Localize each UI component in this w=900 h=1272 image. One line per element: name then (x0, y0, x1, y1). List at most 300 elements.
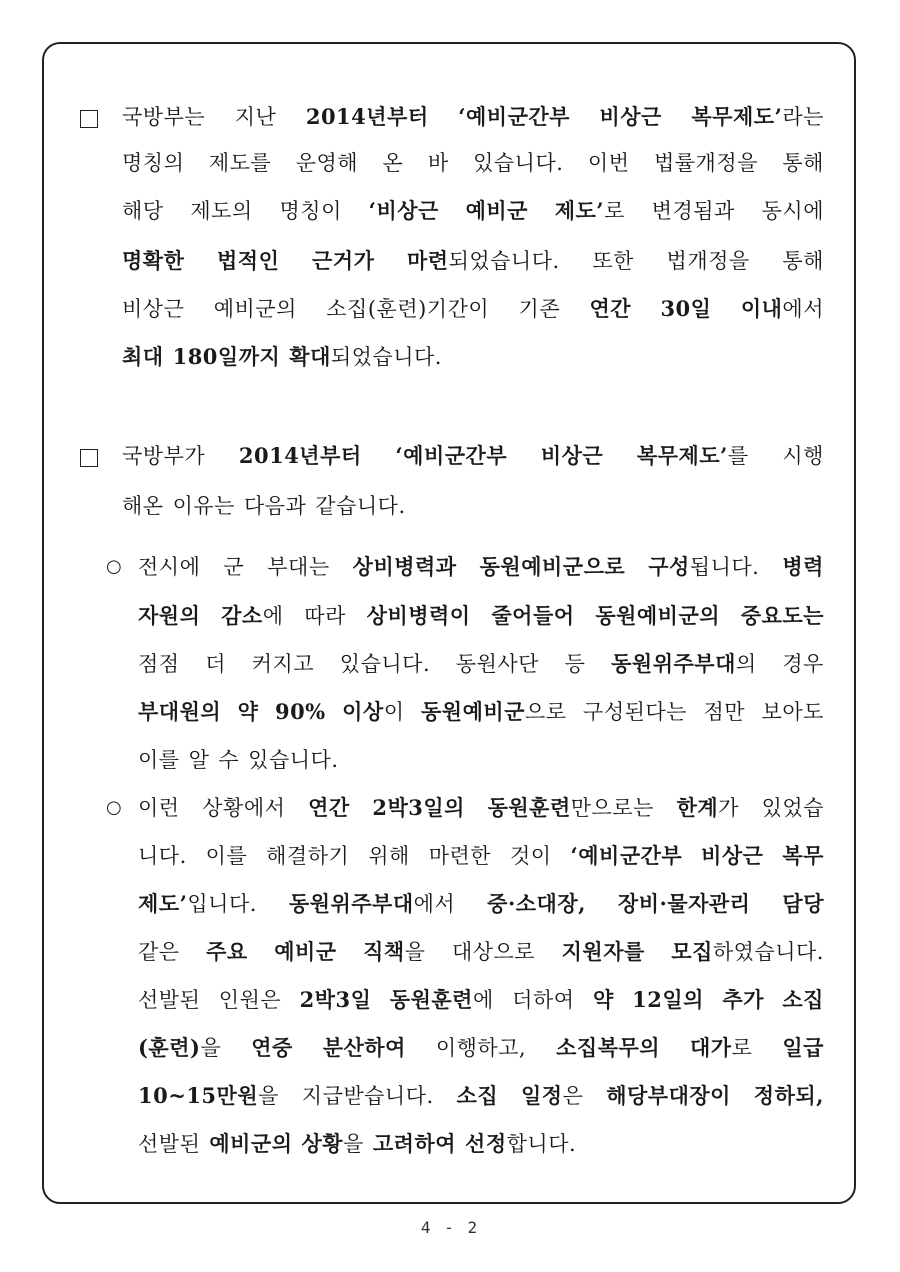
word (782, 552, 824, 582)
bold-text: 비상근 (540, 443, 604, 468)
bold-text: 90% (274, 699, 326, 724)
text: 선발된 (138, 1132, 201, 1156)
bold-text: 연간 (308, 795, 350, 820)
text: 법률개정을 (653, 151, 758, 175)
bold-text: 복무제도’ (636, 443, 728, 468)
word (202, 793, 285, 823)
word (691, 102, 824, 132)
word (592, 246, 634, 276)
bold-text: 2박3일 (299, 987, 372, 1012)
word (556, 1033, 660, 1063)
bold-text: 중요도는 (740, 603, 824, 628)
text: 위해 (368, 844, 410, 868)
word (611, 649, 757, 679)
word (690, 1033, 752, 1063)
word (312, 246, 374, 276)
text: 에 (262, 604, 284, 628)
word (218, 748, 239, 772)
text: 운영해 (295, 151, 359, 175)
text: 예비군의 (213, 297, 297, 321)
word (138, 649, 180, 679)
word (487, 889, 586, 919)
bold-text: 2014년부터 (238, 443, 362, 468)
text: 이를 (138, 748, 180, 772)
text: 것이 (509, 844, 552, 868)
word (606, 1081, 731, 1111)
word (368, 841, 410, 871)
word (209, 1132, 292, 1156)
word (395, 441, 507, 471)
bold-text: 10~15만원 (138, 1083, 259, 1108)
bold-text: 법적인 (217, 248, 280, 273)
text: 로 (604, 199, 625, 223)
word (588, 148, 630, 178)
word (280, 196, 342, 226)
bold-text: 확대 (289, 344, 331, 369)
word (754, 1081, 824, 1111)
text: 을 (404, 940, 426, 964)
word (383, 148, 404, 178)
word (782, 1033, 824, 1063)
text: 이 (383, 700, 405, 724)
word (762, 697, 824, 727)
bold-text: (훈련) (138, 1035, 201, 1060)
bold-text: 연간 (589, 296, 632, 321)
word (703, 697, 745, 727)
bold-text: 비상근 (701, 843, 764, 868)
word (741, 294, 824, 324)
bold-text: 비상근 (599, 104, 662, 129)
bold-text: 일정 (520, 1083, 563, 1108)
word (390, 985, 494, 1015)
text: 점만 (703, 700, 746, 724)
bold-text: 부대원의 (138, 699, 222, 724)
word (223, 552, 244, 582)
word (206, 841, 248, 871)
text: 해당 (122, 199, 164, 223)
text-line (122, 196, 824, 226)
word (308, 793, 350, 823)
bold-text: 동원위주부대 (611, 651, 736, 676)
word (782, 649, 824, 679)
bold-text: 중·소대장, (487, 891, 586, 916)
text: 마련한 (428, 844, 492, 868)
text: 더하여 (512, 988, 575, 1012)
word (599, 102, 661, 132)
bold-text: 2014년부터 (305, 104, 429, 129)
text: 에 (472, 988, 494, 1012)
word (326, 294, 489, 324)
bold-text: 병력 (782, 554, 824, 579)
circle-bullet-icon: ○ (106, 556, 122, 577)
bold-text: 예비군의 (209, 1131, 293, 1156)
bold-text: 대가 (690, 1035, 732, 1060)
bold-text: 연중 (251, 1035, 293, 1060)
word (138, 552, 200, 582)
word (138, 601, 200, 631)
bold-text: 상비병력이 (366, 603, 471, 628)
word (217, 246, 279, 276)
bold-text: 마련 (407, 248, 449, 273)
bold-text: ‘예비군간부 (458, 104, 570, 129)
text: 통해 (782, 249, 824, 273)
text: 이번 (587, 151, 630, 175)
word (458, 102, 570, 132)
page-number: 4 - 2 (420, 1218, 480, 1237)
bold-text: 줄어들어 (491, 603, 575, 628)
text: 동원사단 (455, 652, 539, 676)
text: 상황에서 (202, 796, 286, 820)
bold-text: 감소 (221, 603, 263, 628)
bold-text: 상황 (301, 1131, 344, 1156)
circle-bullet-icon: ○ (106, 797, 122, 818)
bold-text: ‘비상근 (368, 198, 439, 223)
word (466, 196, 528, 226)
text: 합니다. (506, 1132, 577, 1156)
word (274, 937, 336, 967)
text: 지난 (234, 105, 277, 129)
text: 해결하기 (266, 844, 350, 868)
word (206, 937, 248, 967)
bold-text: 이상 (342, 699, 384, 724)
word (275, 697, 326, 727)
word (512, 985, 574, 1015)
word (122, 441, 205, 471)
text-line (138, 1129, 585, 1159)
text: 등 (564, 652, 586, 676)
text: 이런 (138, 796, 180, 820)
word (652, 196, 735, 226)
word (244, 494, 306, 518)
text: 라는 (782, 105, 824, 129)
word (593, 985, 614, 1015)
word (252, 649, 314, 679)
bold-text: 분산하여 (322, 1035, 406, 1060)
text: 됩니다. (689, 555, 760, 579)
word (323, 1033, 406, 1063)
word (555, 196, 625, 226)
word (436, 1033, 526, 1063)
word (122, 345, 164, 369)
bold-text: 소집 (782, 987, 824, 1012)
word (235, 102, 277, 132)
text-line (138, 697, 824, 727)
word (239, 441, 362, 471)
text: 시행 (782, 444, 824, 468)
text: 점점 (138, 652, 180, 676)
word (519, 294, 561, 324)
text: 같습니다. (315, 494, 406, 518)
checkbox-bullet-icon (80, 449, 98, 467)
text-line (122, 148, 824, 178)
bold-text: 12일의 (632, 987, 704, 1012)
text: 커지고 (251, 652, 315, 676)
bold-text: 근거가 (312, 248, 375, 273)
word (138, 889, 257, 919)
text-line (138, 601, 824, 631)
bold-text: 동원예비군으로 (479, 554, 626, 579)
text: 국방부는 (122, 105, 206, 129)
bold-text: 명확한 (122, 248, 185, 273)
text: 따라 (304, 604, 346, 628)
text: 에서 (782, 297, 824, 321)
word (306, 102, 429, 132)
word (565, 649, 586, 679)
text: 되었습니다. (330, 345, 442, 369)
text: 더 (205, 652, 227, 676)
checkbox-bullet-icon (80, 110, 98, 128)
bold-text: 동원예비군의 (595, 603, 721, 628)
text-line (138, 889, 824, 919)
bold-text: 예비군 (274, 939, 337, 964)
word (304, 601, 346, 631)
bold-text: 고려하여 (372, 1131, 457, 1156)
text-line (122, 441, 824, 471)
word (521, 1081, 583, 1111)
word (289, 889, 455, 919)
word (315, 494, 405, 518)
text-line (138, 649, 824, 679)
bold-text: 이내 (740, 296, 783, 321)
word (138, 1081, 279, 1111)
text-line (122, 294, 824, 324)
text: 온 (382, 151, 404, 175)
text-line (122, 102, 824, 132)
text: 전시에 (138, 555, 201, 579)
word (421, 697, 567, 727)
word (302, 1081, 434, 1111)
word (618, 889, 751, 919)
bold-text: 지원자를 (561, 939, 645, 964)
word (173, 494, 235, 518)
word (122, 294, 184, 324)
text: 수 (218, 748, 240, 772)
word (782, 441, 824, 471)
text: 만으로는 (570, 796, 654, 820)
text: 구성된다는 (583, 700, 687, 724)
bold-text: 복무제도’ (691, 104, 783, 129)
text-line (122, 246, 824, 276)
bold-text: 제도’ (554, 198, 605, 223)
word (189, 748, 210, 772)
text: 변경됨과 (651, 199, 735, 223)
word (782, 148, 824, 178)
text: 군 (223, 555, 245, 579)
word (138, 841, 187, 871)
text: 의 (735, 652, 757, 676)
word (122, 102, 205, 132)
bold-text: ‘예비군간부 (395, 443, 508, 468)
text: 은 (562, 1084, 584, 1108)
text: 국방부가 (122, 444, 206, 468)
word (654, 148, 758, 178)
word (138, 697, 221, 727)
text: 로 (731, 1036, 753, 1060)
word (190, 196, 252, 226)
bold-text: 주요 (206, 939, 248, 964)
word (480, 552, 626, 582)
text-line (138, 1081, 824, 1111)
text: 인원은 (218, 988, 282, 1012)
word (473, 148, 563, 178)
bold-text: 동원훈련 (487, 795, 571, 820)
word (510, 841, 552, 871)
text: 부대는 (267, 555, 330, 579)
word (369, 196, 439, 226)
word (428, 148, 449, 178)
bold-text: 자원의 (138, 603, 201, 628)
text: 법개정을 (666, 249, 750, 273)
text: 해온 (122, 494, 164, 518)
bold-text: 동원위주부대 (288, 891, 414, 916)
text: 있습니다. (248, 748, 339, 772)
word (342, 697, 404, 727)
word (251, 1033, 293, 1063)
text: 으로 (524, 700, 567, 724)
text: 에서 (413, 892, 456, 916)
text: 보아도 (761, 700, 824, 724)
word (762, 196, 824, 226)
text: 이를 (205, 844, 248, 868)
word (138, 748, 180, 772)
bold-text: 180일까지 (172, 344, 281, 369)
bold-text: 추가 (722, 987, 764, 1012)
bold-text: 동원훈련 (389, 987, 473, 1012)
word (762, 793, 824, 823)
word (122, 494, 164, 518)
text: 바 (427, 151, 449, 175)
text: 입니다. (187, 892, 257, 916)
word (122, 148, 184, 178)
bold-text: 담당 (782, 891, 824, 916)
text: 이행하고, (435, 1036, 527, 1060)
word (238, 697, 259, 727)
word (219, 985, 281, 1015)
text-line (138, 552, 824, 582)
word (138, 1033, 221, 1063)
word (456, 649, 539, 679)
bold-text: 소집복무의 (556, 1035, 661, 1060)
word (465, 1132, 576, 1156)
word (632, 985, 704, 1015)
word (722, 985, 764, 1015)
word (677, 793, 739, 823)
word (353, 552, 457, 582)
word (429, 841, 491, 871)
word (648, 552, 759, 582)
bold-text: 동원예비군 (421, 699, 525, 724)
text: 니다. (138, 844, 187, 868)
text: 비상근 (122, 297, 185, 321)
word (452, 937, 535, 967)
text: 대상으로 (451, 940, 536, 964)
text-line (138, 745, 348, 775)
word (363, 937, 425, 967)
word (491, 601, 574, 631)
word (562, 937, 645, 967)
text: 이유는 (172, 494, 235, 518)
text: 지급받습니다. (301, 1084, 434, 1108)
word (782, 889, 824, 919)
word (266, 841, 349, 871)
bold-text: 약 (237, 699, 259, 724)
bold-text: 모집 (671, 939, 713, 964)
bold-text: 30일 (660, 296, 712, 321)
word (205, 649, 226, 679)
word (671, 937, 824, 967)
word (488, 793, 654, 823)
text: 가 (718, 796, 739, 820)
word (248, 748, 338, 772)
text-line (122, 342, 451, 372)
word (138, 985, 200, 1015)
text-line (138, 985, 824, 1015)
text: 선발된 (138, 988, 201, 1012)
text: 기존 (518, 297, 561, 321)
word (122, 246, 184, 276)
text: 을 (200, 1036, 222, 1060)
word (589, 294, 631, 324)
word (583, 697, 687, 727)
bold-text: 구성 (648, 554, 690, 579)
bold-text: 일급 (782, 1035, 824, 1060)
bold-text: 약 (592, 987, 614, 1012)
text: 되었습니다. (448, 249, 560, 273)
word (407, 246, 560, 276)
word (741, 601, 824, 631)
word (372, 793, 465, 823)
word (457, 1081, 499, 1111)
bold-text: 복무 (782, 843, 824, 868)
bold-text: 선정 (465, 1131, 507, 1156)
word (660, 294, 711, 324)
word (782, 246, 824, 276)
text: 또한 (592, 249, 634, 273)
word (570, 841, 682, 871)
text: 소집(훈련)기간이 (326, 297, 490, 321)
text-line (138, 841, 824, 871)
bold-text: 소집 (456, 1083, 499, 1108)
text: 제도의 (190, 199, 253, 223)
word (667, 246, 750, 276)
bold-text: 최대 (122, 344, 164, 369)
text: 있습니다. (339, 652, 431, 676)
text-line (138, 793, 824, 823)
text: 동시에 (761, 199, 824, 223)
bold-text: 해당부대장이 (606, 1083, 731, 1108)
bold-text: 한계 (676, 795, 719, 820)
text: 같은 (138, 940, 180, 964)
word (302, 1132, 364, 1156)
text: 있습니다. (473, 151, 564, 175)
bold-text: 예비군 (465, 198, 528, 223)
word (267, 552, 329, 582)
word (289, 345, 442, 369)
text: 을 (343, 1132, 364, 1156)
text: 명칭의 (122, 151, 185, 175)
text: 통해 (782, 151, 824, 175)
bold-text: 정하되, (753, 1083, 824, 1108)
word (173, 345, 281, 369)
word (296, 148, 358, 178)
text: 명칭이 (279, 199, 342, 223)
word (782, 841, 824, 871)
word (541, 441, 603, 471)
text: 하였습니다. (712, 940, 824, 964)
text: 를 (727, 444, 749, 468)
text: 있었습 (761, 796, 824, 820)
bold-text: 상비병력과 (352, 554, 457, 579)
